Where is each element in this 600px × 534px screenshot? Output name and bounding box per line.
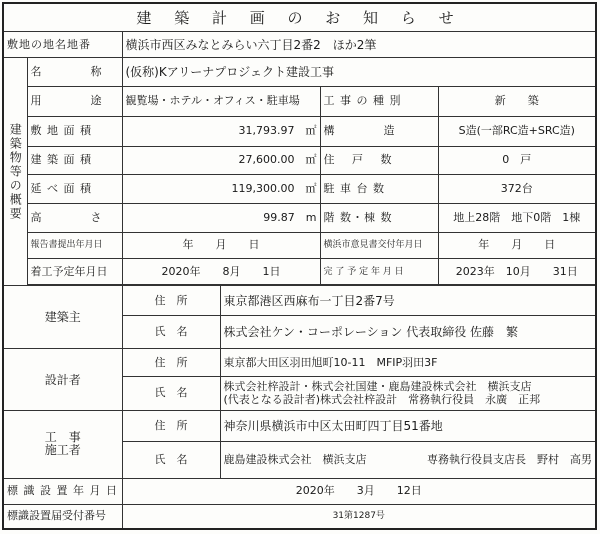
owner-address-value: 東京都港区西麻布一丁目2番7号 [220,286,596,316]
designer-name-value [220,377,596,411]
contractor-name-value [220,441,596,478]
work-type-label: 工 事 の 種 別 [320,86,438,116]
floors-value: 地上28階 地下0階 1棟 [438,204,596,233]
work-type-value: 新 築 [438,86,596,116]
site-area-label: 敷 地 面 積 [27,116,122,146]
sign-receipt-value: 31第1287号 [122,504,596,529]
contractor-address-label: 住 所 [122,410,220,441]
structure-label: 構 造 [320,116,438,146]
use-value: 観覧場・ホテル・オフィス・駐車場 [122,86,320,116]
designer-name-label: 氏 名 [122,377,220,411]
owner-name-value: 株式会社ケン・コーポレーション 代表取締役 佐藤 繁 [220,316,596,349]
contractor-label-line1: 工 事 [44,430,81,445]
dwelling-units-value: 0 戸 [438,146,596,175]
contractor-company: 鹿島建設株式会社 横浜支店 [223,452,367,466]
start-date-value: 2020年 8月 1日 [122,258,320,285]
contractor-label [3,410,122,478]
parking-label: 駐 車 台 数 [320,175,438,204]
owner-label: 建築主 [3,286,122,349]
opinion-issue-label: 横浜市意見書交付年月日 [320,232,438,258]
floor-area-label: 延 べ 面 積 [27,175,122,204]
building-area-label: 建 築 面 積 [27,146,122,175]
dwelling-units-label: 住 戸 数 [320,146,438,175]
parking-value: 372台 [438,175,596,204]
building-overview-label: 建築物等の概要 [3,58,27,286]
sign-receipt-label: 標識設置届受付番号 [3,504,122,529]
designer-label: 設計者 [3,349,122,411]
sign-install-value: 2020年 3月 12日 [122,478,596,504]
designer-name-line2: (代表となる設計者)株式会社梓設計 常務執行役員 永廣 正邦 [223,393,541,407]
name-label: 名 称 [27,58,122,87]
site-area-value: 31,793.97 ㎡ [122,116,320,146]
contractor-name-label: 氏 名 [122,441,220,478]
designer-address-label: 住 所 [122,349,220,377]
height-value: 99.87 m [122,204,320,233]
completion-date-value: 2023年 10月 31日 [438,258,596,285]
site-value: 横浜市西区みなとみらい六丁目2番2 ほか2筆 [122,32,596,58]
notice-table [2,2,597,530]
building-area-value: 27,600.00 ㎡ [122,146,320,175]
notice-title: 建 築 計 画 の お 知 ら せ [3,3,596,32]
contractor-address-value: 神奈川県横浜市中区太田町四丁目51番地 [220,410,596,441]
opinion-issue-value: 年 月 日 [438,232,596,258]
designer-name-line1: 株式会社梓設計・株式会社国建・鹿島建設株式会社 横浜支店 [223,380,532,394]
report-submit-label: 報告書提出年月日 [27,232,122,258]
name-value: (仮称)Kアリーナプロジェクト建設工事 [122,58,596,87]
owner-address-label: 住 所 [122,286,220,316]
floor-area-value: 119,300.00 ㎡ [122,175,320,204]
height-label: 高 さ [27,204,122,233]
construction-notice-board [2,2,595,530]
floors-label: 階 数・棟 数 [320,204,438,233]
owner-name-label: 氏 名 [122,316,220,349]
site-label: 敷地の地名地番 [3,32,122,58]
report-submit-value: 年 月 日 [122,232,320,258]
use-label: 用 途 [27,86,122,116]
completion-date-label: 完 了 予 定 年 月 日 [320,258,438,285]
start-date-label: 着工予定年月日 [27,258,122,285]
contractor-label-line2: 施工者 [44,443,81,458]
sign-install-label: 標 識 設 置 年 月 日 [3,478,122,504]
contractor-person: 専務執行役員支店長 野村 高男 [427,452,593,466]
structure-value: S造(一部RC造+SRC造) [438,116,596,146]
designer-address-value: 東京都大田区羽田旭町10-11 MFIP羽田3F [220,349,596,377]
